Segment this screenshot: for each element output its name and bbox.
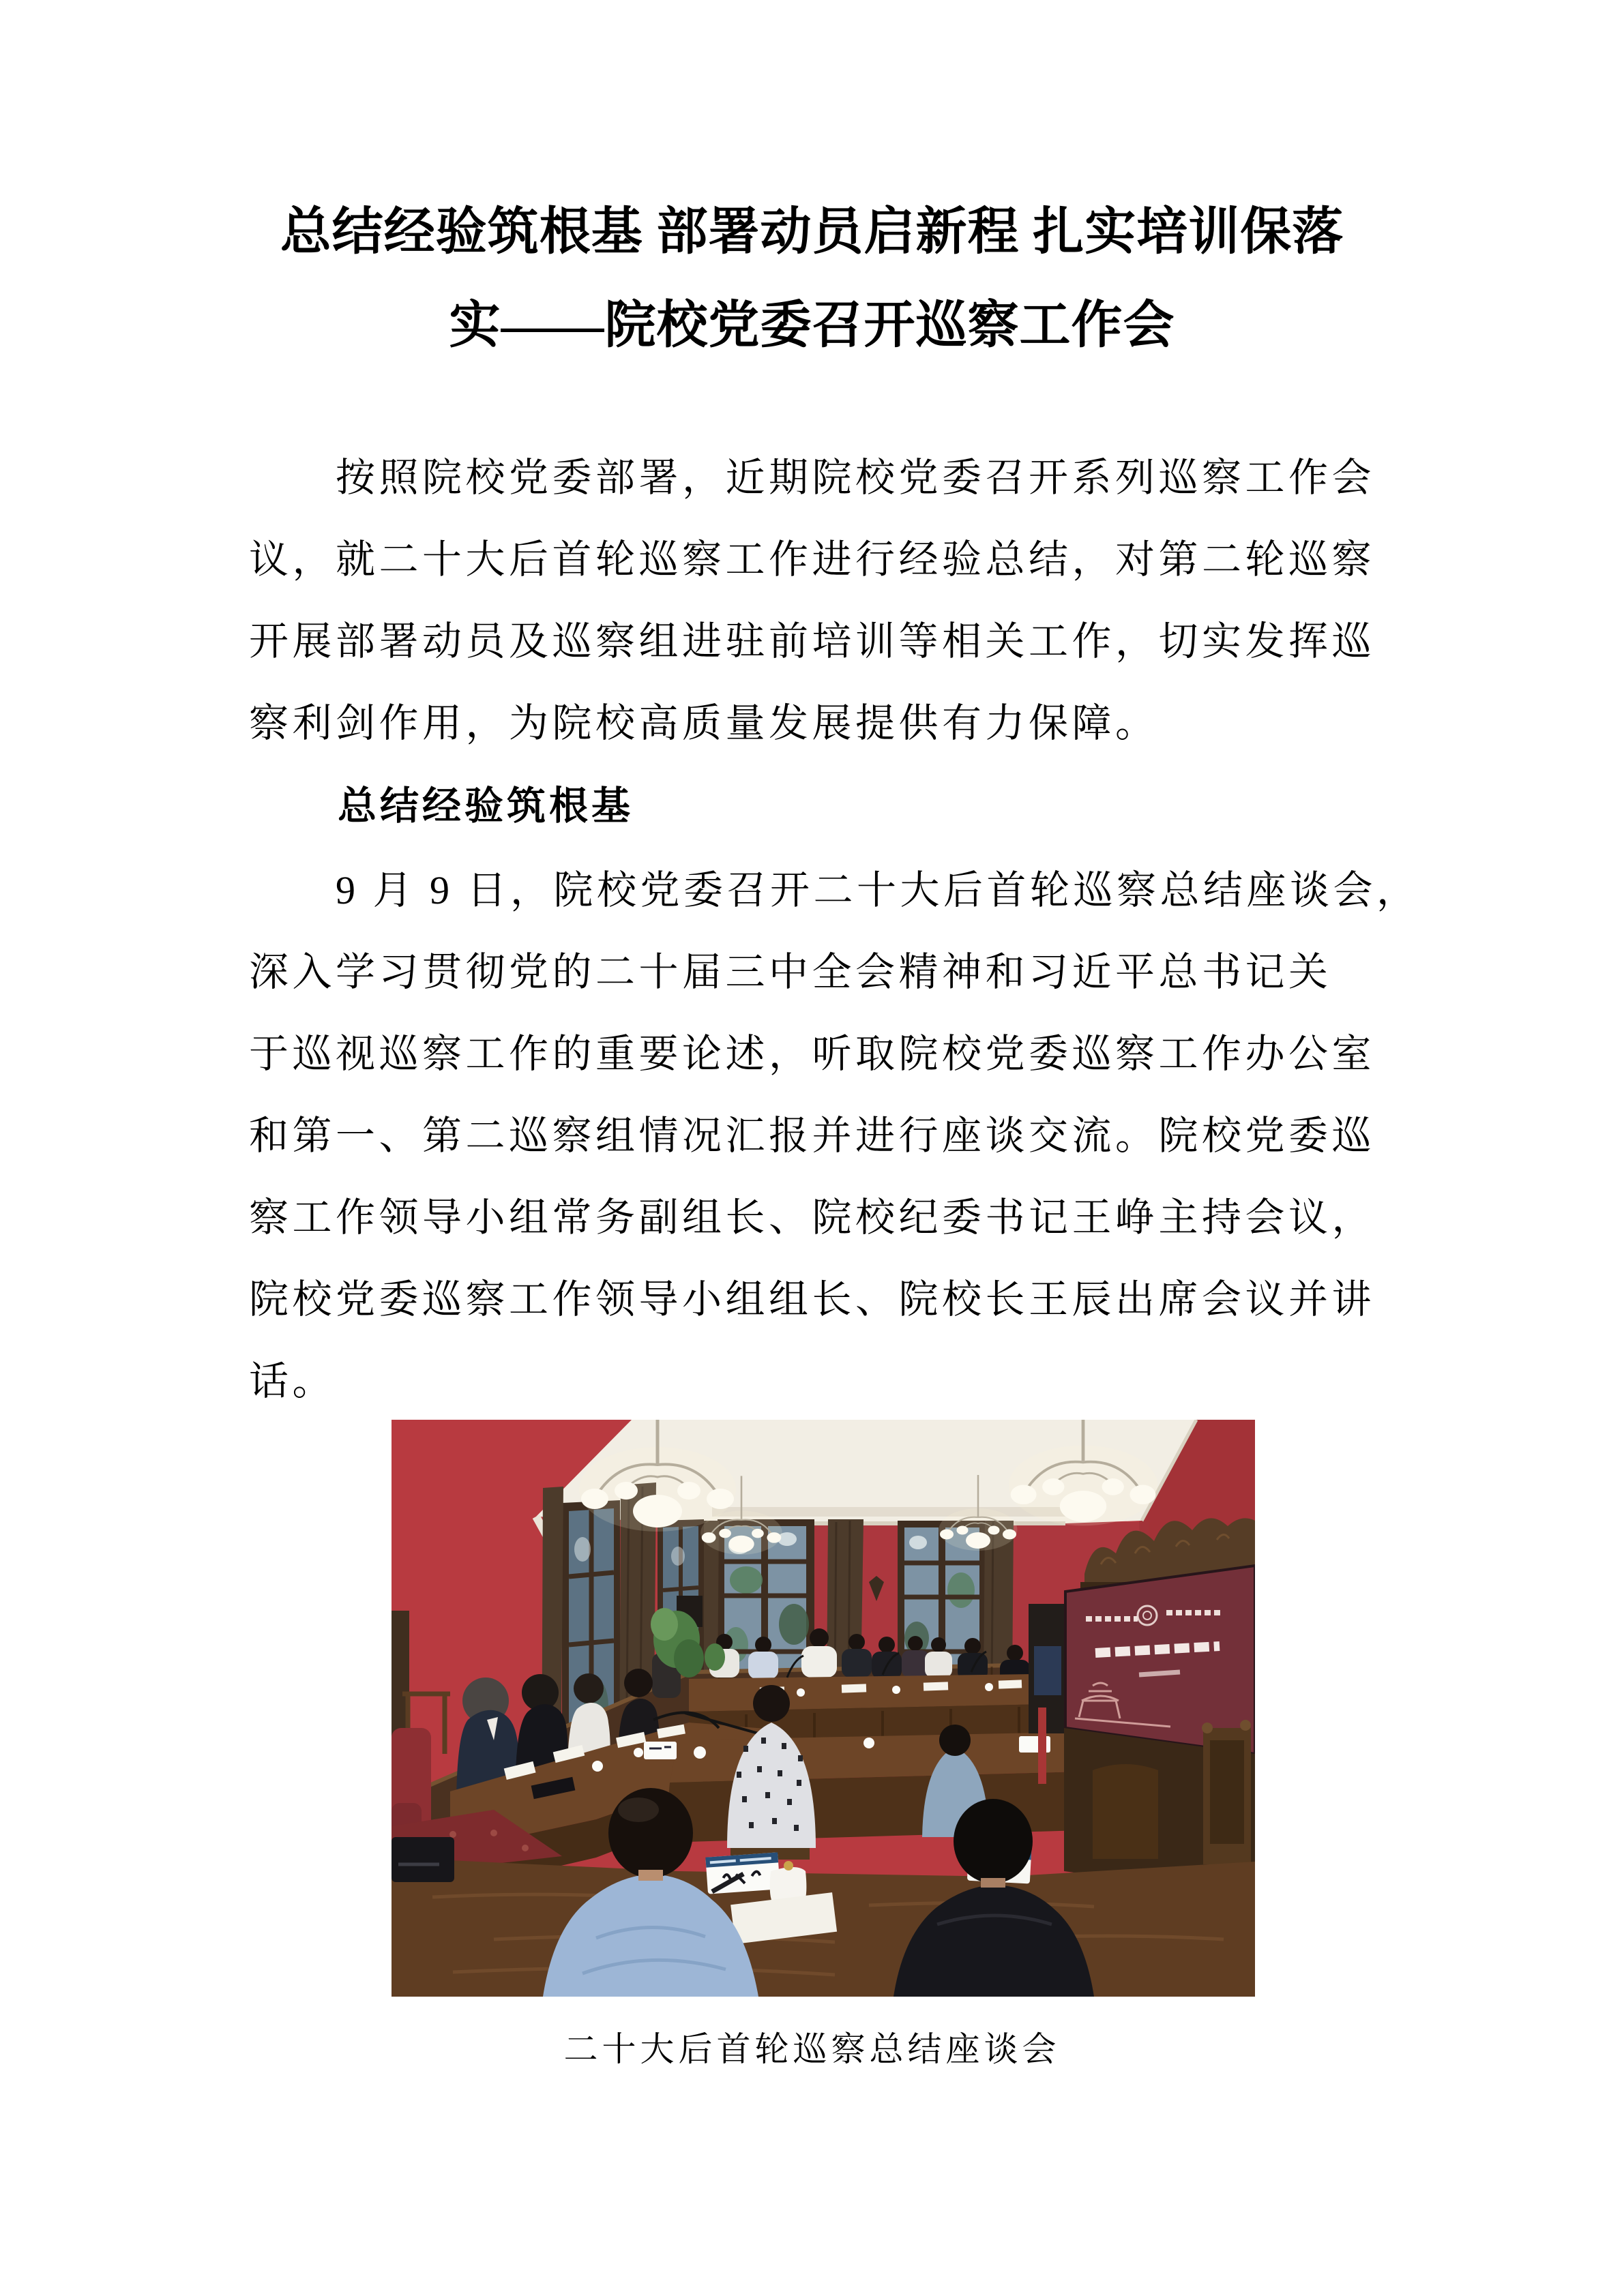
paragraph-2 [249, 850, 1420, 1422]
text-line: 9 月 9 日，院校党委召开二十大后首轮巡察总结座谈会， [336, 868, 1420, 912]
article-title [0, 185, 1624, 372]
text-line: 按照院校党委部署，近期院校党委召开系列巡察工作会 [336, 456, 1376, 500]
text-line: 话。 [249, 1359, 336, 1403]
text-line: 察工作领导小组常务副组长、院校纪委书记王峥主持会议， [249, 1195, 1376, 1240]
red-banner [1038, 1708, 1046, 1784]
title-line: 实——院校党委召开巡察工作会 [449, 297, 1175, 354]
text-line: 察利剑作用，为院校高质量发展提供有力保障。 [249, 701, 1159, 745]
wood-chair-back [1093, 1764, 1158, 1859]
text-line: 开展部署动员及巡察组进驻前培训等相关工作，切实发挥巡 [249, 619, 1376, 664]
text-line: 于巡视巡察工作的重要论述，听取院校党委巡察工作办公室 [249, 1032, 1376, 1076]
section-subheading: 总结经验筑根基 [338, 784, 634, 828]
recorder-device [392, 1837, 454, 1882]
carved-chair [1202, 1720, 1251, 1864]
text-line: 深入学习贯彻党的二十届三中全会精神和习近平总书记关 [249, 950, 1332, 994]
text-line: 议，就二十大后首轮巡察工作进行经验总结，对第二轮巡察 [249, 537, 1376, 582]
paragraph-1 [249, 437, 1381, 764]
text-line: 院校党委巡察工作领导小组组长、院校长王辰出席会议并讲 [249, 1277, 1376, 1322]
meeting-photo [392, 1420, 1255, 1997]
title-line: 总结经验筑根基 部署动员启新程 扎实培训保落 [280, 204, 1344, 260]
meeting-photo-illustration [392, 1420, 1255, 1997]
text-line: 和第一、第二巡察组情况汇报并进行座谈交流。院校党委巡 [249, 1114, 1376, 1158]
photo-caption: 二十大后首轮巡察总结座谈会 [563, 2030, 1061, 2068]
